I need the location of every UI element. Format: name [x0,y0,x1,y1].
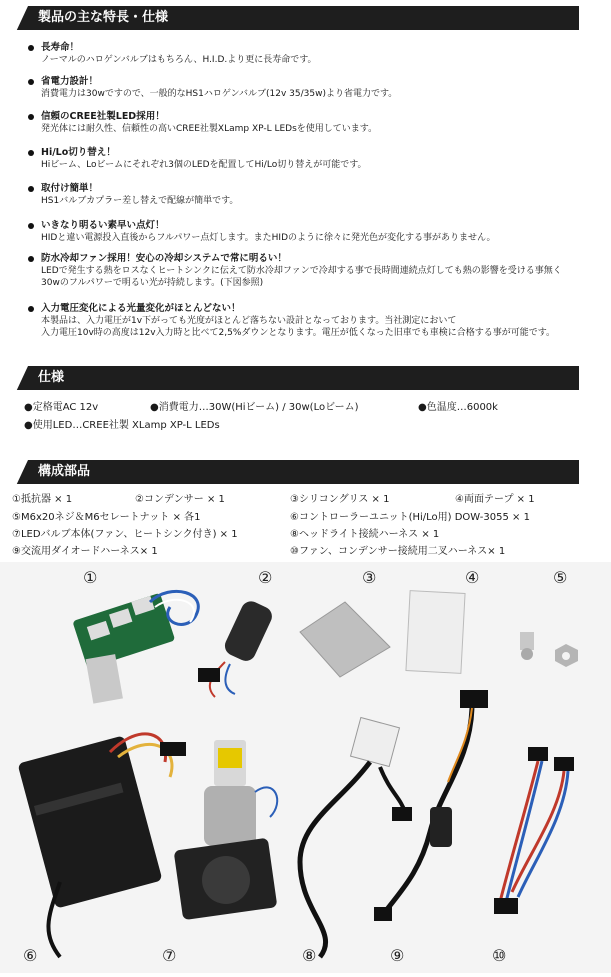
part-item: ⑤M6x20ネジ＆M6セレートナット × 各1 [12,512,201,523]
feature-item [28,111,608,135]
product-photo [0,562,611,973]
feature-title: Hi/Lo切り替え！ [41,147,116,158]
fan-harness-image [494,747,574,914]
part-item: ⑨交流用ダイオードハーネス× 1 [12,546,158,557]
part-item: ②コンデンサー × 1 [135,494,225,505]
photo-label-3: ③ [362,568,377,587]
spec-power: ●消費電力…30W(Hiビーム) / 30w(Loビーム) [150,402,359,413]
parts-header [14,460,579,484]
feature-item [28,42,608,66]
spec-header [14,366,579,390]
feature-body: ノーマルのハロゲンバルブはもちろん、H.I.D.より更に長寿命です。 [41,55,317,65]
product-photo-illustration [0,562,611,973]
photo-label-1: ① [83,568,98,587]
double-sided-tape-image [406,591,465,674]
feature-title: 省電力設計！ [41,76,99,87]
feature-title: 取付け簡単！ [41,183,99,194]
feature-title: 信頼のCREE社製LED採用！ [41,111,165,122]
parts-header-title: 構成部品 [38,464,91,479]
bullet-icon [28,223,34,229]
part-item: ⑥コントローラーユニット(Hi/Lo用) DOW-3055 × 1 [290,512,530,523]
controller-unit-image [17,734,186,957]
bullet-icon [28,79,34,85]
feature-title: いきなり明るい素早い点灯！ [41,220,165,231]
feature-title: 長寿命！ [41,42,80,53]
spec-rated: ●定格電AC 12v [24,402,99,413]
spec-led: ●使用LED…CREE社製 XLamp XP-L LEDs [24,420,220,431]
part-item: ③シリコングリス × 1 [290,494,390,505]
feature-item [28,303,608,339]
feature-item [28,183,608,207]
bullet-icon [28,256,34,262]
silicone-grease-image [300,602,390,677]
headlight-harness-image [300,718,412,957]
feature-item [28,253,608,289]
feature-title: 入力電圧変化による光量変化がほとんどない！ [41,303,241,314]
photo-label-10: ⑩ [492,946,507,965]
led-bulb-image [174,740,278,920]
bullet-icon [28,114,34,120]
feature-item [28,76,608,100]
part-item: ①抵抗器 × 1 [12,494,73,505]
feature-body: LEDで発生する熱をロスなくヒートシンクに伝えて防水冷却ファンで冷却する事で長時間連続点灯しても熱の影響を受ける事無く 30wのフルパワーで明るい光が持続します。(下図参照) [41,266,562,288]
feature-body: HS1バルブカプラー差し替えで配線が簡単です。 [41,196,239,206]
part-item: ④両面テープ × 1 [455,494,535,505]
capacitor-image [198,598,275,697]
feature-body: 発光体には耐久性、信頼性の高いCREE社製XLamp XP-L LEDsを使用しています。 [41,124,378,134]
photo-label-2: ② [258,568,273,587]
feature-title: 防水冷却ファン採用！安心の冷却システムで常に明るい！ [41,253,287,264]
feature-item [28,147,608,171]
features-header-title: 製品の主な特長・仕様 [38,10,169,25]
spec-color-temp: ●色温度…6000k [418,402,498,413]
features-header [14,6,579,30]
photo-label-9: ⑨ [390,946,405,965]
bullet-icon [28,186,34,192]
feature-body: Hiビーム、Loビームにそれぞれ3個のLEDを配置してHi/Lo切り替えが可能です。 [41,160,367,170]
screw-nut-image [520,632,578,667]
bullet-icon [28,45,34,51]
bullet-icon [28,150,34,156]
feature-body: 消費電力は30wですので、一般的なHS1ハロゲンバルブ(12v 35/35w)より省電力です。 [41,89,398,99]
spec-header-title: 仕様 [38,370,65,385]
bullet-icon [28,306,34,312]
part-item: ⑦LEDバルブ本体(ファン、ヒートシンク付き) × 1 [12,529,238,540]
photo-label-8: ⑧ [302,946,317,965]
part-item: ⑧ヘッドライト接続ハーネス × 1 [290,529,440,540]
photo-label-5: ⑤ [553,568,568,587]
feature-item [28,220,608,244]
feature-body: 本製品は、入力電圧が1v下がっても光度がほとんど落ちない設計となっております。当社測定において 入力電圧10v時の高度は12v入力時と比べて2,5%ダウンとなります。電圧が低くなった旧車でも車検に合格する事が可能です。 [41,316,555,338]
photo-label-7: ⑦ [162,946,177,965]
part-item: ⑩ファン、コンデンサー接続用二叉ハーネス× 1 [290,546,506,557]
photo-label-6: ⑥ [23,946,38,965]
resistor-image [72,591,198,703]
feature-body: HIDと違い電源投入直後からフルパワー点灯します。またHIDのように徐々に発光色が変化する事がありません。 [41,233,496,243]
diode-harness-image [374,690,488,921]
photo-label-4: ④ [465,568,480,587]
